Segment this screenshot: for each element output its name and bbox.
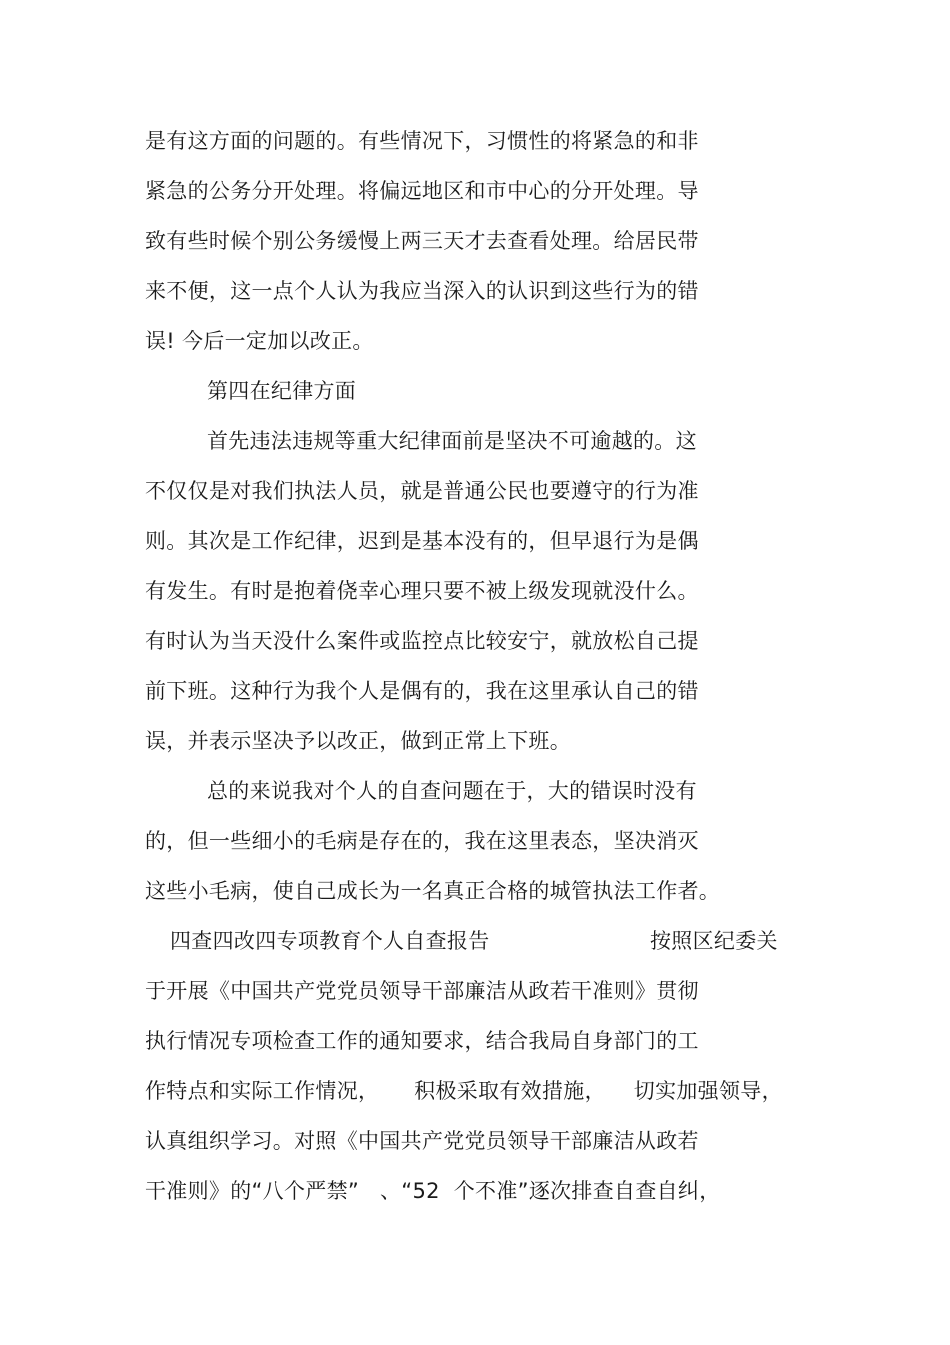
report-title: 四查四改四专项教育个人自查报告	[170, 929, 490, 953]
body-text-line: 是有这方面的问题的。有些情况下，习惯性的将紧急的和非	[145, 129, 699, 153]
body-text-line: 来不便，这一点个人认为我应当深入的认识到这些行为的错	[145, 279, 699, 303]
body-text-line: 有时认为当天没什么案件或监控点比较安宁，就放松自己提	[145, 629, 699, 653]
body-text-line: 干准则》的“八个严禁” 、“52 个不准”逐次排查自查自纠，	[145, 1179, 721, 1203]
section-heading: 第四在纪律方面	[207, 379, 357, 403]
body-text-line: 作特点和实际工作情况， 积极采取有效措施， 切实加强领导，	[145, 1079, 783, 1103]
body-text-line: 于开展《中国共产党党员领导干部廉洁从政若干准则》贯彻	[145, 979, 699, 1003]
body-text-line: 按照区纪委关	[650, 929, 778, 953]
body-text-line: 误! 今后一定加以改正。	[145, 329, 374, 353]
body-text-line: 的，但一些细小的毛病是存在的，我在这里表态，坚决消灭	[145, 829, 699, 853]
body-text-line: 认真组织学习。对照《中国共产党党员领导干部廉洁从政若	[145, 1129, 699, 1153]
body-text-line: 则。其次是工作纪律，迟到是基本没有的，但早退行为是偶	[145, 529, 699, 553]
body-text-line: 这些小毛病，使自己成长为一名真正合格的城管执法工作者。	[145, 879, 721, 903]
body-text-line: 首先违法违规等重大纪律面前是坚决不可逾越的。这	[207, 429, 697, 453]
body-text-line: 前下班。这种行为我个人是偶有的，我在这里承认自己的错	[145, 679, 699, 703]
body-text-line: 紧急的公务分开处理。将偏远地区和市中心的分开处理。导	[145, 179, 699, 203]
body-text-line: 有发生。有时是抱着侥幸心理只要不被上级发现就没什么。	[145, 579, 699, 603]
body-text-line: 不仅仅是对我们执法人员，就是普通公民也要遵守的行为准	[145, 479, 699, 503]
body-text-line: 总的来说我对个人的自查问题在于，大的错误时没有	[207, 779, 697, 803]
body-text-line: 致有些时候个别公务缓慢上两三天才去查看处理。给居民带	[145, 229, 699, 253]
body-text-line: 误，并表示坚决予以改正，做到正常上下班。	[145, 729, 571, 753]
body-text-line: 执行情况专项检查工作的通知要求，结合我局自身部门的工	[145, 1029, 699, 1053]
